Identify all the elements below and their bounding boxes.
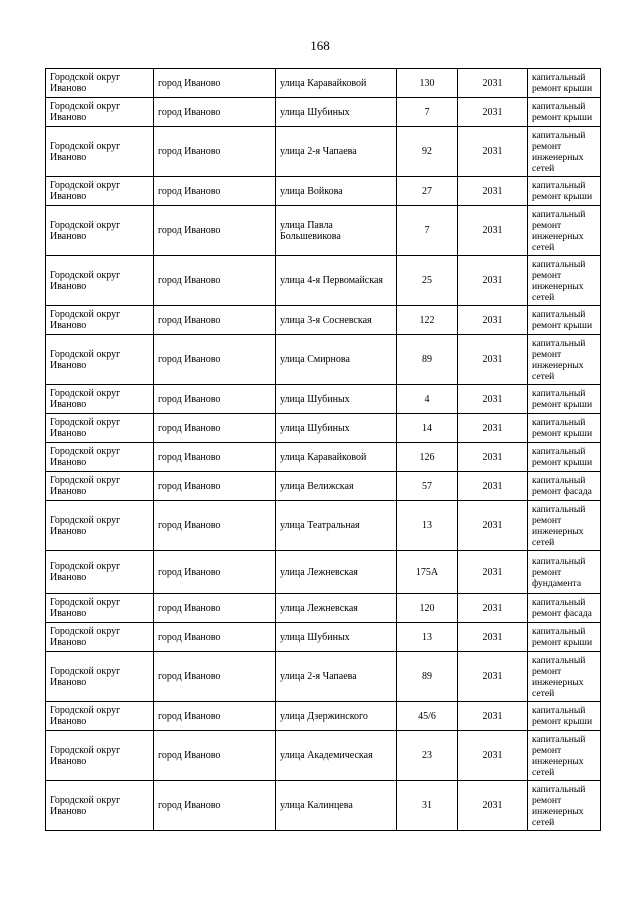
house-number-cell: 126: [397, 443, 458, 472]
okrug-cell: Городской округ Иваново: [46, 551, 154, 594]
okrug-cell: Городской округ Иваново: [46, 414, 154, 443]
city-cell: город Иваново: [154, 702, 276, 731]
city-cell: город Иваново: [154, 306, 276, 335]
okrug-cell: Городской округ Иваново: [46, 206, 154, 256]
year-cell: 2031: [458, 623, 528, 652]
street-cell: улица Театральная: [276, 501, 397, 551]
city-cell: город Иваново: [154, 385, 276, 414]
work-type-cell: капитальный ремонт инженерных сетей: [528, 731, 601, 781]
work-type-cell: капитальный ремонт крыши: [528, 177, 601, 206]
year-cell: 2031: [458, 385, 528, 414]
work-type-cell: капитальный ремонт крыши: [528, 306, 601, 335]
okrug-cell: Городской округ Иваново: [46, 623, 154, 652]
okrug-cell: Городской округ Иваново: [46, 256, 154, 306]
okrug-cell: Городской округ Иваново: [46, 443, 154, 472]
table-row: [46, 69, 601, 98]
year-cell: 2031: [458, 551, 528, 594]
table-row: [46, 731, 601, 781]
year-cell: 2031: [458, 731, 528, 781]
table-row: [46, 623, 601, 652]
street-cell: улица Калинцева: [276, 781, 397, 831]
table-row: [46, 414, 601, 443]
city-cell: город Иваново: [154, 414, 276, 443]
year-cell: 2031: [458, 501, 528, 551]
city-cell: город Иваново: [154, 652, 276, 702]
street-cell: улица Шубиных: [276, 385, 397, 414]
city-cell: город Иваново: [154, 594, 276, 623]
house-number-cell: 7: [397, 98, 458, 127]
house-number-cell: 92: [397, 127, 458, 177]
house-number-cell: 25: [397, 256, 458, 306]
okrug-cell: Городской округ Иваново: [46, 306, 154, 335]
work-type-cell: капитальный ремонт крыши: [528, 623, 601, 652]
street-cell: улица 2-я Чапаева: [276, 127, 397, 177]
okrug-cell: Городской округ Иваново: [46, 652, 154, 702]
street-cell: улица Каравайковой: [276, 69, 397, 98]
repair-schedule-table: [45, 68, 601, 831]
table-row: [46, 335, 601, 385]
year-cell: 2031: [458, 443, 528, 472]
street-cell: улица Лежневская: [276, 594, 397, 623]
table-row: [46, 501, 601, 551]
year-cell: 2031: [458, 472, 528, 501]
city-cell: город Иваново: [154, 256, 276, 306]
street-cell: улица Дзержинского: [276, 702, 397, 731]
house-number-cell: 45/6: [397, 702, 458, 731]
work-type-cell: капитальный ремонт инженерных сетей: [528, 335, 601, 385]
work-type-cell: капитальный ремонт инженерных сетей: [528, 501, 601, 551]
okrug-cell: Городской округ Иваново: [46, 731, 154, 781]
street-cell: улица Войкова: [276, 177, 397, 206]
street-cell: улица Академическая: [276, 731, 397, 781]
work-type-cell: капитальный ремонт инженерных сетей: [528, 256, 601, 306]
table-row: [46, 306, 601, 335]
city-cell: город Иваново: [154, 443, 276, 472]
street-cell: улица 2-я Чапаева: [276, 652, 397, 702]
street-cell: улица 3-я Сосневская: [276, 306, 397, 335]
table-row: [46, 127, 601, 177]
page-number: 168: [310, 38, 330, 53]
street-cell: улица Смирнова: [276, 335, 397, 385]
street-cell: улица Шубиных: [276, 623, 397, 652]
house-number-cell: 120: [397, 594, 458, 623]
street-cell: улица 4-я Первомайская: [276, 256, 397, 306]
house-number-cell: 89: [397, 652, 458, 702]
year-cell: 2031: [458, 206, 528, 256]
year-cell: 2031: [458, 127, 528, 177]
table-row: [46, 652, 601, 702]
work-type-cell: капитальный ремонт крыши: [528, 385, 601, 414]
year-cell: 2031: [458, 414, 528, 443]
year-cell: 2031: [458, 98, 528, 127]
house-number-cell: 13: [397, 623, 458, 652]
house-number-cell: 27: [397, 177, 458, 206]
street-cell: улица Шубиных: [276, 98, 397, 127]
city-cell: город Иваново: [154, 623, 276, 652]
city-cell: город Иваново: [154, 127, 276, 177]
house-number-cell: 31: [397, 781, 458, 831]
year-cell: 2031: [458, 652, 528, 702]
table-row: [46, 98, 601, 127]
table-row: [46, 594, 601, 623]
house-number-cell: 4: [397, 385, 458, 414]
house-number-cell: 57: [397, 472, 458, 501]
year-cell: 2031: [458, 781, 528, 831]
work-type-cell: капитальный ремонт крыши: [528, 69, 601, 98]
street-cell: улица Каравайковой: [276, 443, 397, 472]
table-row: [46, 206, 601, 256]
table-row: [46, 256, 601, 306]
okrug-cell: Городской округ Иваново: [46, 127, 154, 177]
house-number-cell: 175А: [397, 551, 458, 594]
street-cell: улица Велижская: [276, 472, 397, 501]
table-row: [46, 702, 601, 731]
city-cell: город Иваново: [154, 472, 276, 501]
table-row: [46, 551, 601, 594]
table-row: [46, 385, 601, 414]
work-type-cell: капитальный ремонт инженерных сетей: [528, 127, 601, 177]
okrug-cell: Городской округ Иваново: [46, 594, 154, 623]
city-cell: город Иваново: [154, 98, 276, 127]
okrug-cell: Городской округ Иваново: [46, 702, 154, 731]
work-type-cell: капитальный ремонт крыши: [528, 98, 601, 127]
city-cell: город Иваново: [154, 731, 276, 781]
okrug-cell: Городской округ Иваново: [46, 501, 154, 551]
house-number-cell: 130: [397, 69, 458, 98]
house-number-cell: 122: [397, 306, 458, 335]
okrug-cell: Городской округ Иваново: [46, 781, 154, 831]
street-cell: улица Павла Большевикова: [276, 206, 397, 256]
house-number-cell: 7: [397, 206, 458, 256]
city-cell: город Иваново: [154, 501, 276, 551]
year-cell: 2031: [458, 69, 528, 98]
street-cell: улица Шубиных: [276, 414, 397, 443]
table-row: [46, 472, 601, 501]
work-type-cell: капитальный ремонт фасада: [528, 594, 601, 623]
work-type-cell: капитальный ремонт инженерных сетей: [528, 781, 601, 831]
work-type-cell: капитальный ремонт инженерных сетей: [528, 652, 601, 702]
work-type-cell: капитальный ремонт крыши: [528, 414, 601, 443]
year-cell: 2031: [458, 702, 528, 731]
okrug-cell: Городской округ Иваново: [46, 385, 154, 414]
city-cell: город Иваново: [154, 551, 276, 594]
year-cell: 2031: [458, 335, 528, 385]
table-row: [46, 781, 601, 831]
okrug-cell: Городской округ Иваново: [46, 69, 154, 98]
city-cell: город Иваново: [154, 206, 276, 256]
work-type-cell: капитальный ремонт фасада: [528, 472, 601, 501]
year-cell: 2031: [458, 594, 528, 623]
year-cell: 2031: [458, 256, 528, 306]
year-cell: 2031: [458, 177, 528, 206]
work-type-cell: капитальный ремонт фундамента: [528, 551, 601, 594]
okrug-cell: Городской округ Иваново: [46, 335, 154, 385]
house-number-cell: 14: [397, 414, 458, 443]
city-cell: город Иваново: [154, 177, 276, 206]
city-cell: город Иваново: [154, 781, 276, 831]
work-type-cell: капитальный ремонт крыши: [528, 443, 601, 472]
street-cell: улица Лежневская: [276, 551, 397, 594]
work-type-cell: капитальный ремонт крыши: [528, 702, 601, 731]
table-row: [46, 443, 601, 472]
house-number-cell: 13: [397, 501, 458, 551]
table-row: [46, 177, 601, 206]
okrug-cell: Городской округ Иваново: [46, 472, 154, 501]
house-number-cell: 89: [397, 335, 458, 385]
okrug-cell: Городской округ Иваново: [46, 177, 154, 206]
house-number-cell: 23: [397, 731, 458, 781]
work-type-cell: капитальный ремонт инженерных сетей: [528, 206, 601, 256]
city-cell: город Иваново: [154, 335, 276, 385]
okrug-cell: Городской округ Иваново: [46, 98, 154, 127]
year-cell: 2031: [458, 306, 528, 335]
city-cell: город Иваново: [154, 69, 276, 98]
